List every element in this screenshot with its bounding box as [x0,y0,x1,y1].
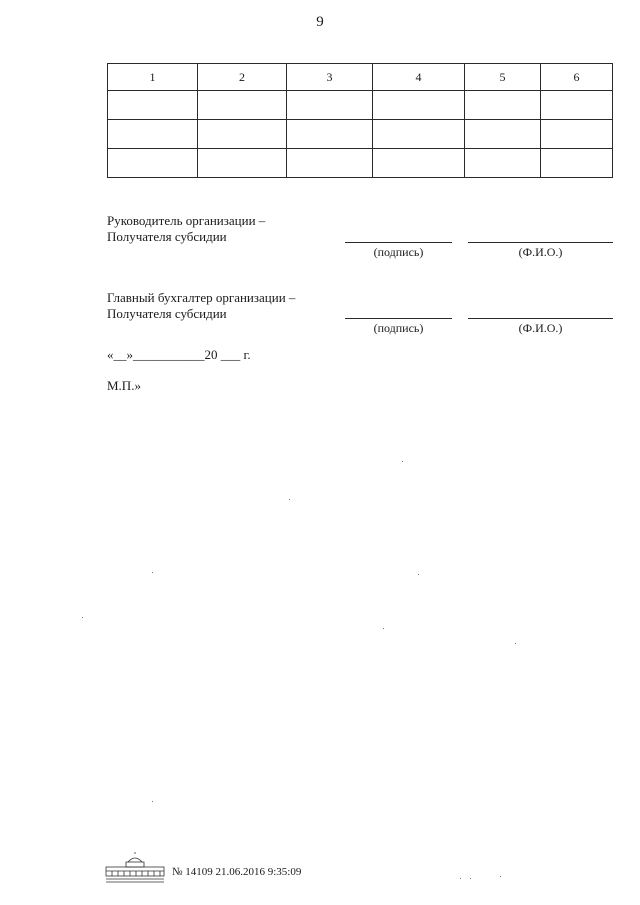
scan-speck [383,628,384,629]
table-cell [287,120,373,149]
scan-speck [152,572,153,573]
table-cell [108,120,198,149]
signature-block-head [107,213,265,245]
signature-line [345,318,452,319]
name-line [468,318,613,319]
scan-speck [418,574,419,575]
table-cell [108,91,198,120]
table-cell [465,120,541,149]
table-cell [198,149,287,178]
government-building-logo-icon [104,852,166,884]
signature-caption: (подпись) [373,321,424,335]
scan-speck [470,878,471,879]
table-header-cell: 2 [198,64,287,91]
table-row [108,91,613,120]
stamp-place: М.П.» [107,378,141,393]
scan-speck [500,876,501,877]
signature-block-accountant [107,290,295,322]
registration-stamp: № 14109 21.06.2016 9:35:09 [172,866,302,878]
name-caption: (Ф.И.О.) [518,245,563,259]
table-cell [198,91,287,120]
table-row [108,149,613,178]
table-header-cell: 4 [373,64,465,91]
table-header-cell: 3 [287,64,373,91]
page-number: 9 [316,14,324,30]
signature-role-line: Главный бухгалтер организации – [107,290,296,305]
table-cell [465,149,541,178]
table-cell [373,91,465,120]
scan-speck [152,801,153,802]
table-cell [541,120,613,149]
table-row [108,120,613,149]
name-line [468,242,613,243]
signature-role-line: Получателя субсидии [107,229,227,244]
table-cell [287,91,373,120]
signature-caption: (подпись) [373,245,424,259]
table-cell [541,149,613,178]
table-header-cell: 1 [108,64,198,91]
table-header-cell: 6 [541,64,613,91]
table-cell [465,91,541,120]
table-cell [373,149,465,178]
table-cell [108,149,198,178]
signature-role-line: Руководитель организации – [107,213,266,228]
scan-speck [515,643,516,644]
date-line: «__»___________20 ___ г. [107,347,251,362]
scan-speck [460,878,461,879]
table-cell [198,120,287,149]
scan-speck [82,617,83,618]
table-header-cell: 5 [465,64,541,91]
table-cell [541,91,613,120]
signature-role-line: Получателя субсидии [107,306,227,321]
name-caption: (Ф.И.О.) [518,321,563,335]
table-cell [287,149,373,178]
scan-speck [402,461,403,462]
table-header-row [108,64,613,91]
signature-line [345,242,452,243]
table-cell [373,120,465,149]
scan-speck [289,499,290,500]
data-table [107,63,613,178]
